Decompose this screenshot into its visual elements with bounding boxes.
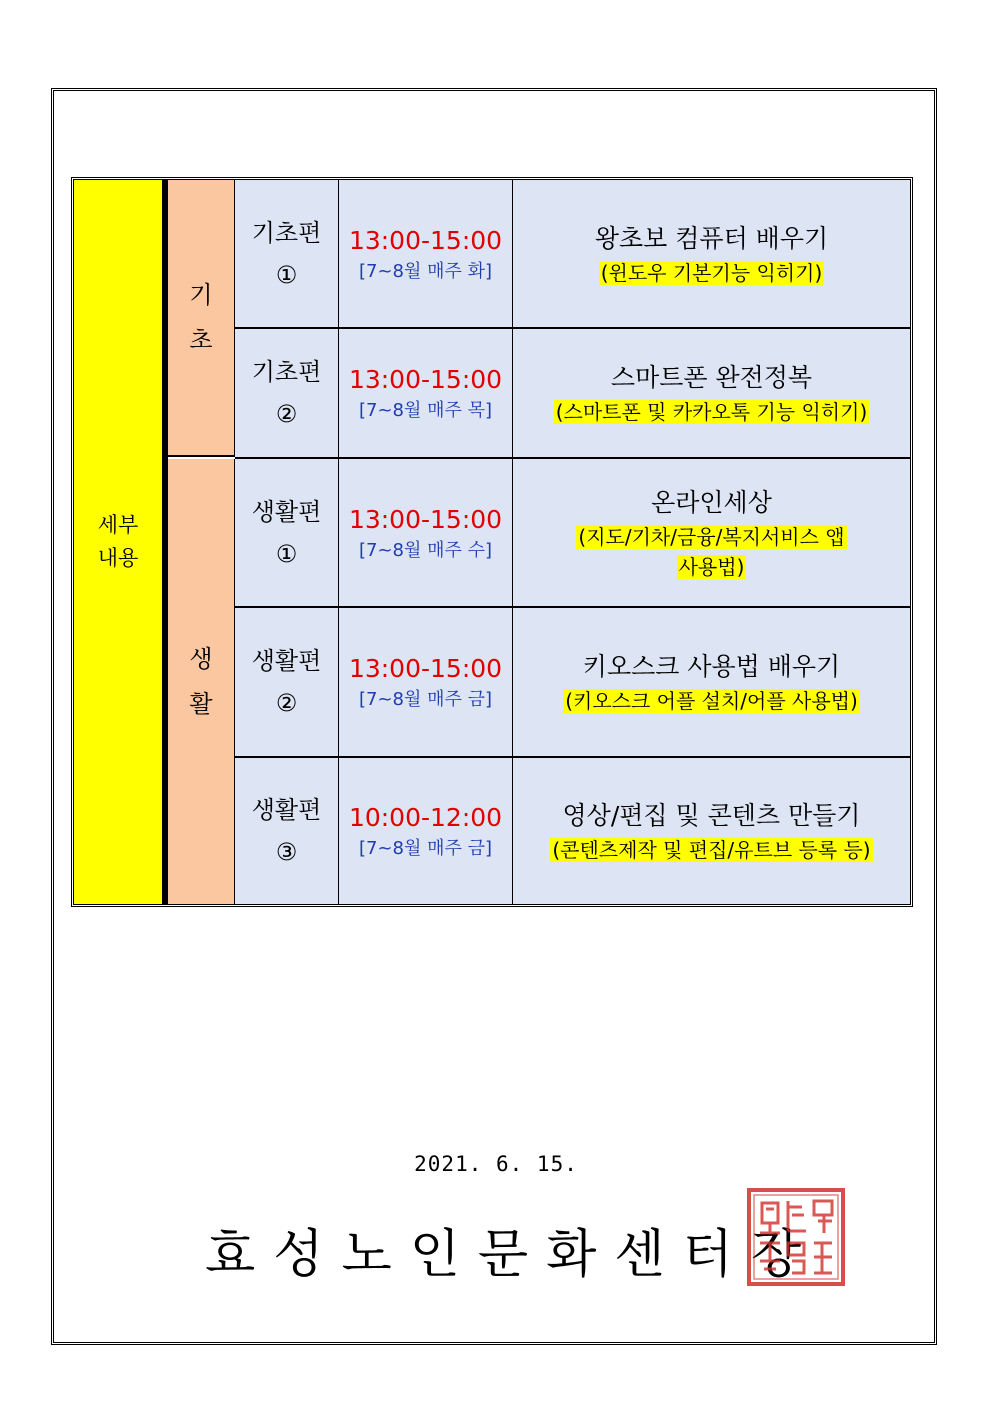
course-time: 13:00-15:00 bbox=[348, 225, 503, 255]
description-cell bbox=[513, 459, 910, 606]
description-cell bbox=[513, 608, 910, 756]
course-subtitle-line bbox=[576, 522, 846, 552]
course-name: 생활편 bbox=[251, 497, 322, 526]
table-row bbox=[235, 180, 910, 329]
time-cell bbox=[339, 758, 513, 904]
course-subtitle-line bbox=[599, 258, 825, 288]
schedule-table bbox=[71, 177, 913, 907]
course-time: 10:00-12:00 bbox=[348, 803, 503, 832]
course-number: ③ bbox=[275, 838, 298, 866]
course-name: 기초편 bbox=[251, 358, 322, 386]
course-subtitle-line bbox=[677, 552, 747, 582]
course-name-cell bbox=[235, 459, 339, 606]
time-cell bbox=[339, 329, 513, 457]
description-cell bbox=[513, 329, 910, 457]
course-title: 스마트폰 완전정복 bbox=[610, 363, 813, 392]
course-title: 온라인세상 bbox=[651, 487, 772, 517]
course-number: ① bbox=[275, 539, 298, 568]
course-subtitle-line bbox=[550, 835, 872, 865]
table-row bbox=[235, 608, 910, 758]
category-char: 기 bbox=[189, 280, 213, 309]
course-number: ② bbox=[275, 689, 298, 717]
course-schedule: [7~8월 매주 화] bbox=[358, 260, 493, 282]
table-row bbox=[235, 329, 910, 459]
course-time: 13:00-15:00 bbox=[348, 654, 503, 683]
course-time: 13:00-15:00 bbox=[348, 504, 503, 534]
course-subtitle: (지도/기차/금융/복지서비스 앱 bbox=[578, 524, 845, 549]
course-time: 13:00-15:00 bbox=[348, 365, 503, 394]
course-name: 생활편 bbox=[251, 796, 322, 824]
course-schedule: [7~8월 매주 수] bbox=[358, 539, 493, 561]
course-number: ① bbox=[275, 260, 298, 289]
official-seal-stamp bbox=[746, 1187, 846, 1287]
description-cell bbox=[513, 180, 910, 327]
course-schedule: [7~8월 매주 목] bbox=[358, 400, 493, 421]
detail-label: 세부 내용 bbox=[97, 513, 139, 570]
table-row bbox=[235, 758, 910, 904]
category-char: 초 bbox=[189, 325, 213, 354]
course-schedule: [7~8월 매주 금] bbox=[358, 689, 493, 710]
course-subtitle: (키오스크 어플 설치/어플 사용법) bbox=[565, 689, 858, 713]
course-title: 영상/편집 및 콘텐츠 만들기 bbox=[562, 801, 861, 830]
course-subtitle: (콘텐츠제작 및 편집/유트브 등록 등) bbox=[552, 838, 871, 862]
document-date: 2021. 6. 15. bbox=[414, 1152, 578, 1176]
course-title: 키오스크 사용법 배우기 bbox=[582, 652, 841, 681]
course-number: ② bbox=[275, 400, 298, 428]
course-name-cell bbox=[235, 608, 339, 756]
course-subtitle-continued: 사용법) bbox=[678, 554, 745, 579]
course-name-cell bbox=[235, 329, 339, 457]
category-basic bbox=[168, 180, 235, 457]
course-subtitle-line bbox=[563, 686, 860, 716]
category-life bbox=[168, 459, 235, 904]
course-subtitle: (윈도우 기본기능 익히기) bbox=[600, 260, 823, 285]
category-char: 생 bbox=[189, 644, 213, 673]
course-subtitle-line bbox=[554, 397, 870, 427]
course-subtitle: (스마트폰 및 카카오톡 기능 익히기) bbox=[555, 400, 868, 424]
course-name-cell bbox=[235, 758, 339, 904]
time-cell bbox=[339, 608, 513, 756]
course-title: 왕초보 컴퓨터 배우기 bbox=[594, 223, 829, 253]
organization-name: 효성노인문화센터장 bbox=[205, 1225, 820, 1285]
category-char: 활 bbox=[189, 689, 213, 718]
time-cell bbox=[339, 459, 513, 606]
course-schedule: [7~8월 매주 금] bbox=[358, 838, 493, 859]
detail-label-cell bbox=[74, 180, 162, 904]
table-row bbox=[235, 459, 910, 608]
course-name: 기초편 bbox=[251, 218, 322, 247]
time-cell bbox=[339, 180, 513, 327]
course-name: 생활편 bbox=[251, 647, 322, 675]
description-cell bbox=[513, 758, 910, 904]
course-name-cell bbox=[235, 180, 339, 327]
